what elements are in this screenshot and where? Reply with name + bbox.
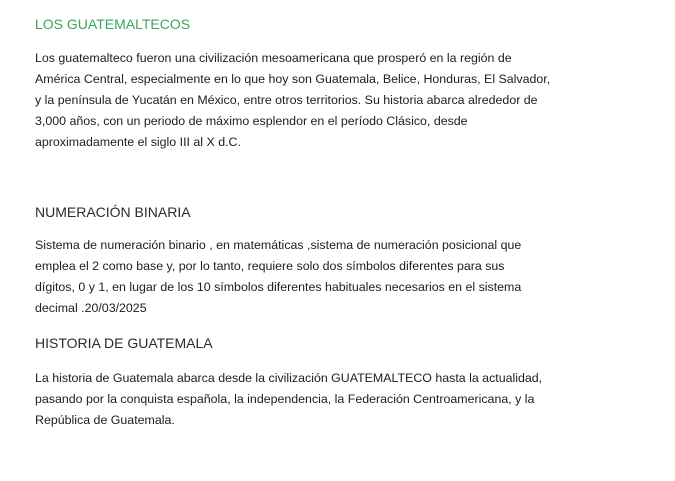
paragraph-line: pasando por la conquista española, la independencia, la Federación Centroamericana, y la — [35, 392, 535, 406]
paragraph-line: América Central, especialmente en lo que hoy son Guatemala, Belice, Honduras, El Salvador, — [35, 72, 551, 86]
paragraph-line: emplea el 2 como base y, por lo tanto, requiere solo dos símbolos diferentes para sus — [35, 259, 505, 273]
paragraph-line: decimal .20/03/2025 — [35, 301, 147, 315]
paragraph-line: Los guatemalteco fueron una civilización mesoamericana que prosperó en la región de — [35, 51, 512, 65]
paragraph-line: 3,000 años, con un periodo de máximo esplendor en el período Clásico, desde — [35, 114, 468, 128]
paragraph-line: La historia de Guatemala abarca desde la civilización GUATEMALTECO hasta la actualidad, — [35, 371, 543, 385]
section-heading-los-guatemaltecos: LOS GUATEMALTECOS — [35, 16, 191, 32]
section-heading-historia-de-guatemala: HISTORIA DE GUATEMALA — [35, 335, 213, 351]
section-heading-numeracion-binaria: NUMERACIÓN BINARIA — [35, 204, 191, 220]
paragraph-line: aproximadamente el siglo III al X d.C. — [35, 135, 241, 149]
paragraph-line: dígitos, 0 y 1, en lugar de los 10 símbolos diferentes habituales necesarios en el sistema — [35, 280, 522, 294]
section-paragraph-numeracion-binaria — [35, 235, 595, 319]
section-paragraph-historia-de-guatemala — [35, 368, 595, 431]
paragraph-line: Sistema de numeración binario , en matemáticas ,sistema de numeración posicional que — [35, 238, 522, 252]
paragraph-line: y la península de Yucatán en México, entre otros territorios. Su historia abarca alrededor de — [35, 93, 538, 107]
paragraph-line: República de Guatemala. — [35, 413, 175, 427]
section-paragraph-los-guatemaltecos — [35, 48, 595, 153]
